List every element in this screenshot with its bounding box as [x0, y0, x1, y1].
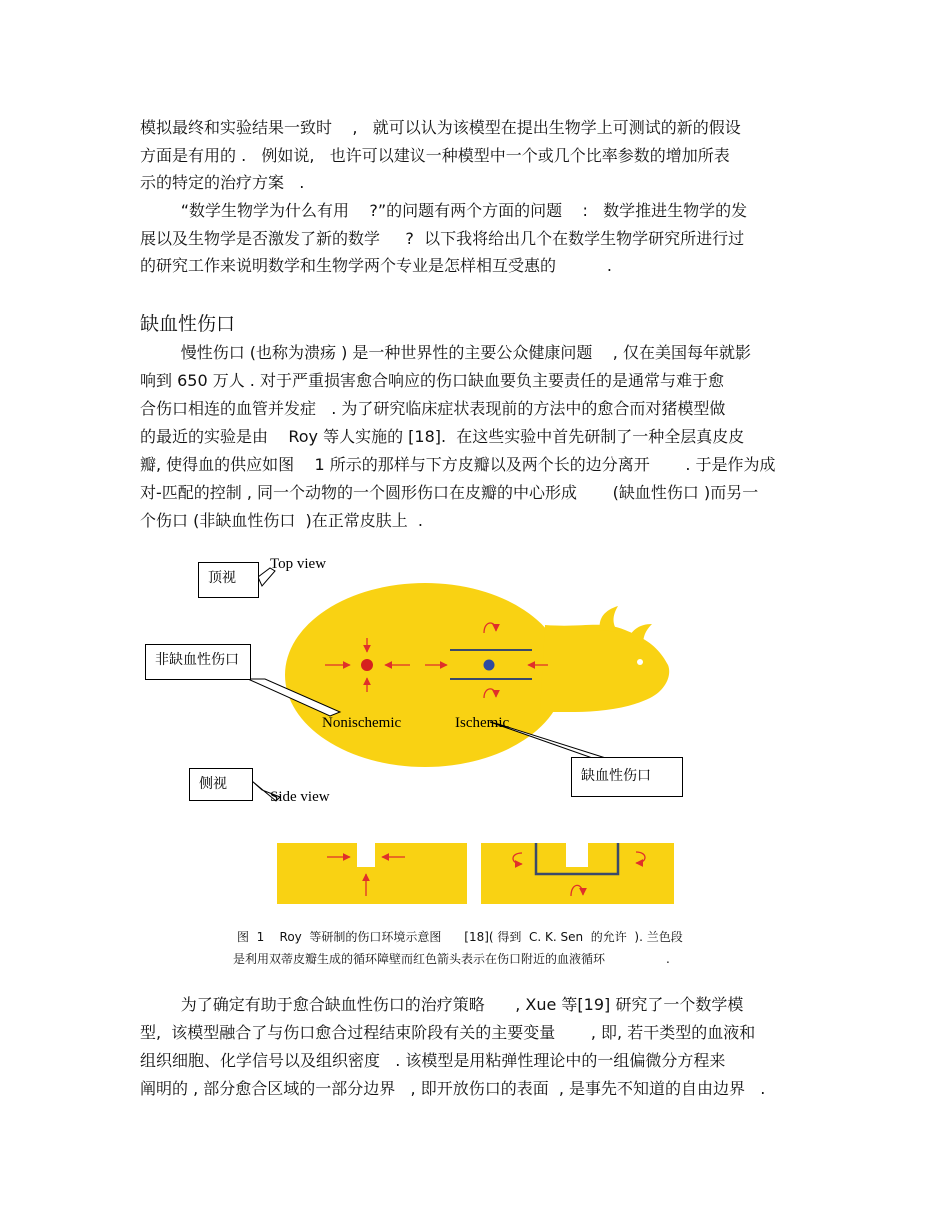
ischemic-wound-dot — [484, 660, 495, 671]
text-line: 方面是有用的 . 例如说, 也许可以建议一种模型中一个或几个比率参数的增加所表 — [140, 146, 730, 165]
label-nonischemic: Nonischemic — [322, 715, 402, 731]
text-line: “数学生物学为什么有用 ?”的问题有两个方面的问题 : 数学推进生物学的发 — [140, 201, 748, 220]
callout-side-view: 侧视 — [189, 768, 253, 801]
callout-nonischemic: 非缺血性伤口 — [145, 644, 251, 680]
text-line: 响到 650 万人 . 对于严重损害愈合响应的伤口缺血要负主要责任的是通常与难于愈 — [140, 371, 724, 390]
side-view-nonischemic — [277, 843, 467, 904]
wound-model-figure — [0, 545, 950, 919]
text-line: 对-匹配的控制 , 同一个动物的一个圆形伤口在皮瓣的中心形成 (缺血性伤口 )而另一 — [140, 483, 759, 502]
text-line: 示的特定的治疗方案 . — [140, 173, 305, 192]
text-line: 组织细胞、化学信号以及组织密度 . 该模型是用粘弹性理论中的一组偏微分方程来 — [140, 1051, 726, 1070]
text-line: 为了确定有助于愈合缺血性伤口的治疗策略 , Xue 等[19] 研究了一个数学模 — [140, 995, 744, 1014]
text-line: 慢性伤口 (也称为溃疡 ) 是一种世界性的主要公众健康问题 , 仅在美国每年就影 — [140, 343, 751, 362]
text-line: 模拟最终和实验结果一致时 , 就可以认为该模型在提出生物学上可测试的新的假设 — [140, 118, 741, 137]
section-title: 缺血性伤口 — [140, 313, 236, 335]
text-line: 阐明的 , 部分愈合区域的一部分边界 , 即开放伤口的表面 , 是事先不知道的自由边界 . — [140, 1079, 766, 1098]
text-line: 合伤口相连的血管并发症 . 为了研究临床症状表现前的方法中的愈合而对猪模型做 — [140, 399, 726, 418]
side-view-ischemic — [481, 843, 674, 904]
label-side-view: Side view — [270, 789, 330, 805]
caption-line: 是利用双蒂皮瓣生成的循环障壁而红色箭头表示在伤口附近的血液循环 . — [233, 952, 670, 966]
text-line: 型, 该模型融合了与伤口愈合过程结束阶段有关的主要变量 , 即, 若干类型的血液和 — [140, 1023, 756, 1042]
text-line: 个伤口 (非缺血性伤口 )在正常皮肤上 . — [140, 511, 424, 530]
label-top-view: Top view — [270, 556, 327, 572]
text-line: 瓣, 使得血的供应如图 1 所示的那样与下方皮瓣以及两个长的边分离开 . 于是作为成 — [140, 455, 776, 474]
label-ischemic: Ischemic — [455, 715, 510, 731]
callout-ischemic: 缺血性伤口 — [571, 757, 683, 797]
text-line: 的最近的实验是由 Roy 等人实施的 [18]. 在这些实验中首先研制了一种全层真皮皮 — [140, 427, 745, 446]
text-line: 的研究工作来说明数学和生物学两个专业是怎样相互受惠的 . — [140, 256, 612, 275]
callout-top-view: 顶视 — [198, 562, 259, 598]
pig-body-top-view — [285, 583, 669, 767]
caption-line: 图 1 Roy 等研制的伤口环境示意图 [18]( 得到 C. K. Sen 的允许 ). 兰色段 — [237, 930, 683, 944]
text-line: 展以及生物学是否激发了新的数学 ? 以下我将给出几个在数学生物学研究所进行过 — [140, 229, 745, 248]
nonischemic-wound-dot — [361, 659, 373, 671]
